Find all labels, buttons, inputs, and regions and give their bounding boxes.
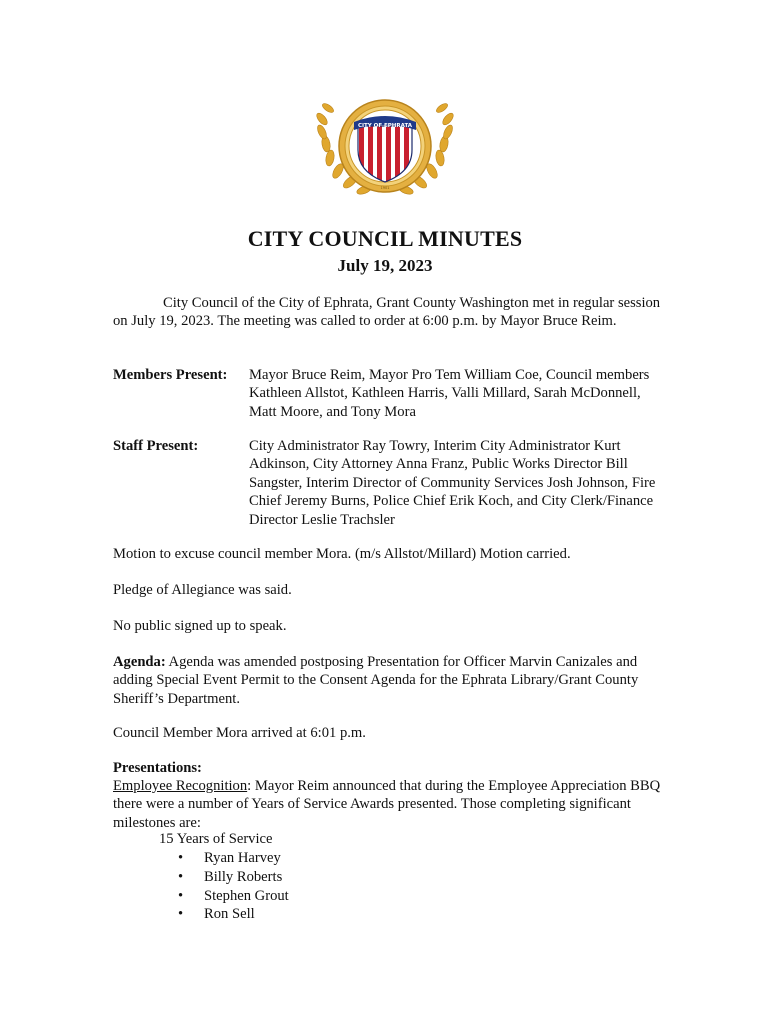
public-paragraph: No public signed up to speak. [113,618,287,634]
members-label: Members Present: [113,367,228,383]
staff-text: City Administrator Ray Towry, Interim City Administrator Kurt Adkinson, City Attorney Anna Franz, Public Works Director Bill Sangster, Interim Director of Community Services Josh Johnson, Fire Chief Jeremy Burns, Police Chief Erik Koch, and City Clerk/Finance Director Leslie Trachsler [249,438,656,528]
members-text: Mayor Bruce Reim, Mayor Pro Tem William Coe, Council members Kathleen Allstot, Kathleen Harris, Valli Millard, Sarah McDonnell, Matt Moore, and Tony Mora [249,367,650,420]
employee-recognition-label: Employee Recognition [113,778,248,794]
intro-paragraph: City Council of the City of Ephrata, Grant County Washington met in regular session on July 19, 2023. The meeting was called to order at 6:00 p.m. by Mayor Bruce Reim. [113,295,661,330]
list-item: • Ryan Harvey [178,849,289,868]
agenda-label: Agenda: [113,654,166,670]
seal-year-text: 1901 [380,186,390,190]
staff-label: Staff Present: [113,438,199,454]
agenda-text: Agenda was amended postposing Presentation for Officer Marvin Canizales and adding Special Event Permit to the Consent Agenda for the Ephrata Library/Grant County Sheriff’s Department. [113,654,639,707]
list-item: • Ron Sell [178,905,289,924]
motion-paragraph: Motion to excuse council member Mora. (m/s Allstot/Millard) Motion carried. [113,546,571,562]
agenda-paragraph [113,653,661,708]
service-heading: 15 Years of Service [159,831,273,847]
arrival-paragraph: Council Member Mora arrived at 6:01 p.m. [113,725,366,741]
document-date: July 19, 2023 [337,256,433,275]
presentations-heading: Presentations: [113,760,202,776]
employee-recognition-text: : Mayor Reim announced that during the Employee Appreciation BBQ there were a number of Years of Service Awards presented. Those completing significant milestones are: [113,778,661,831]
list-item: • Stephen Grout [178,887,289,906]
seal-banner-text: CITY OF EPHRATA [357,123,413,129]
pledge-paragraph: Pledge of Allegiance was said. [113,582,292,598]
document-title: CITY COUNCIL MINUTES [247,226,523,251]
employee-recognition-paragraph [113,777,661,832]
city-seal-logo [312,92,458,204]
list-item: • Billy Roberts [178,868,289,887]
service-names-list [178,849,289,924]
